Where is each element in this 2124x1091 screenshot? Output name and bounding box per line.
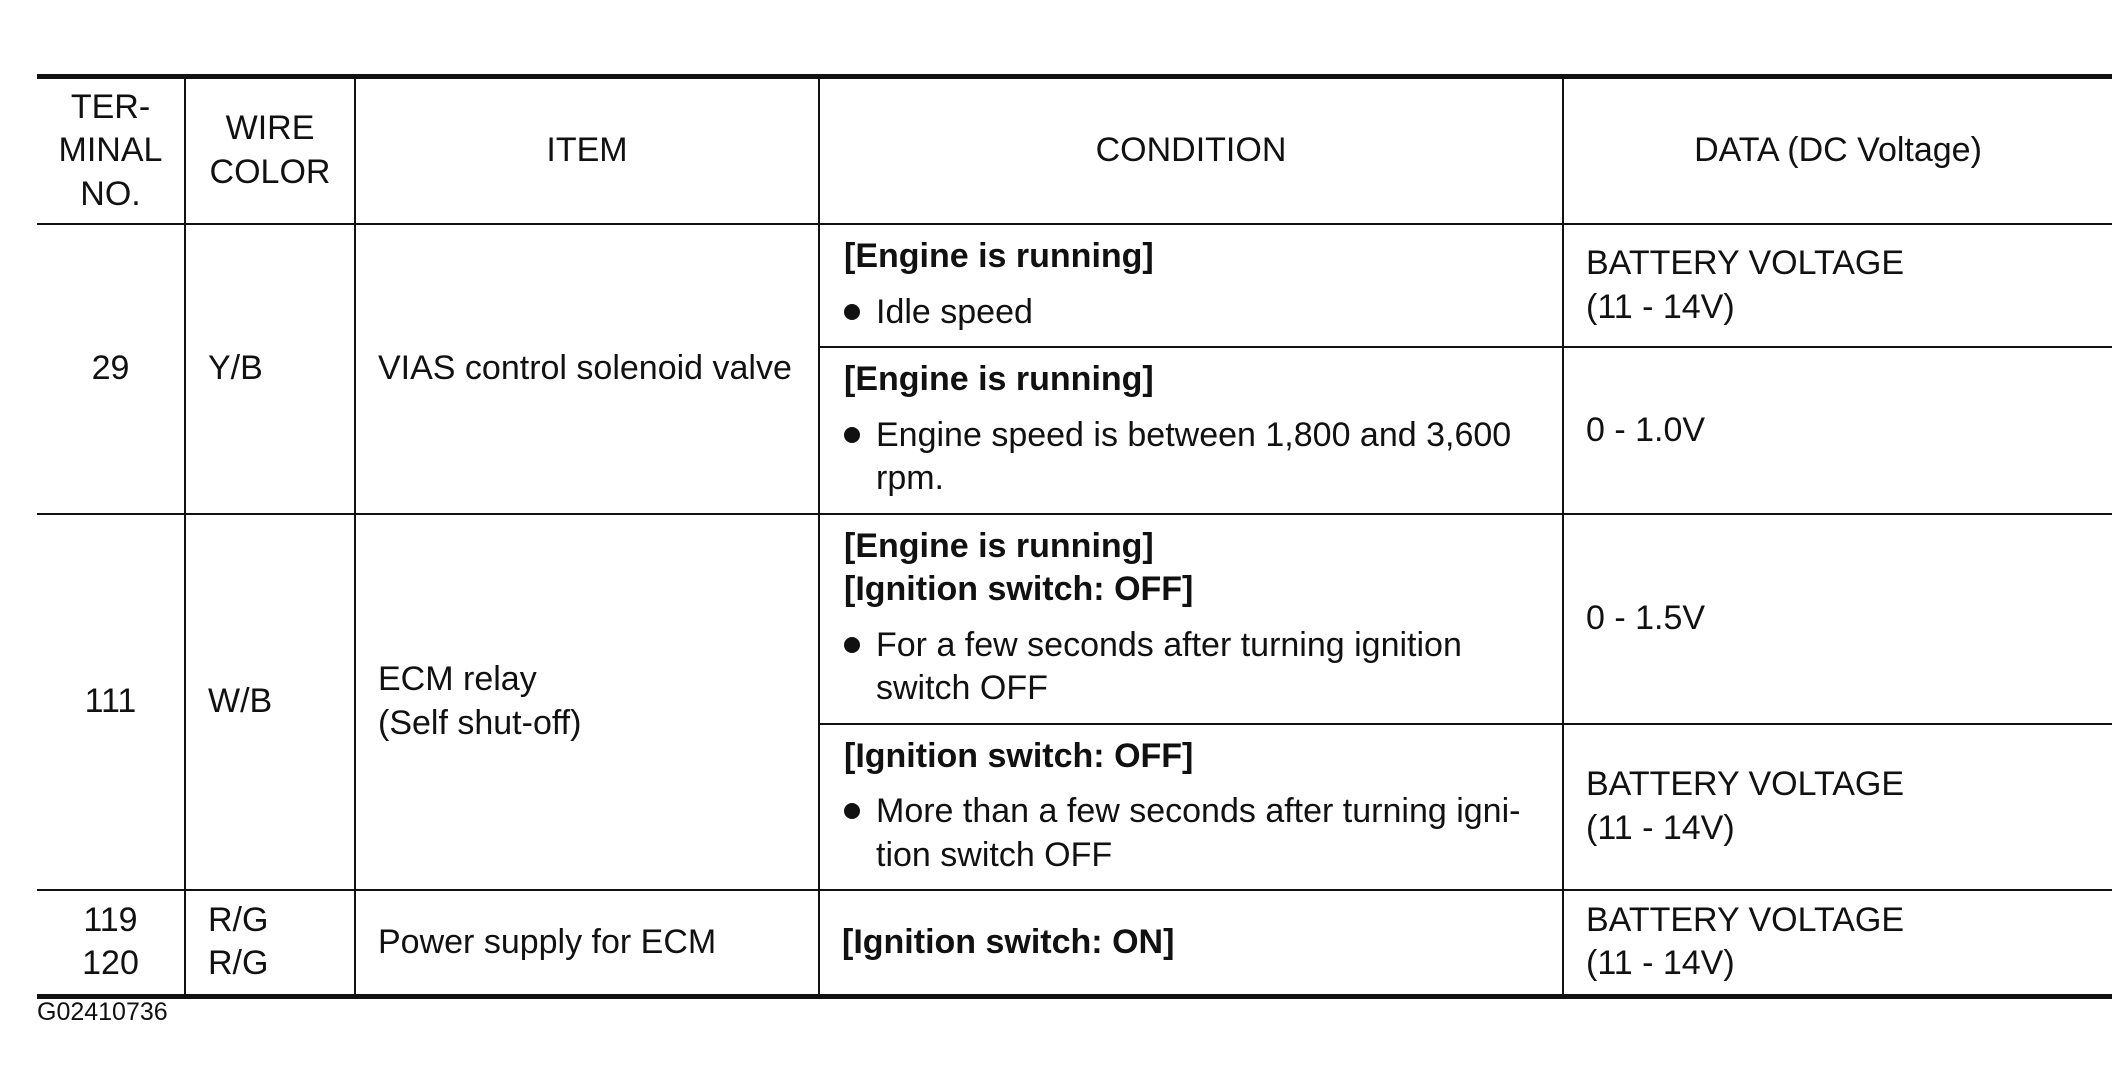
condition-cell [819, 514, 1563, 724]
terminal-no-cell: 119 120 [37, 890, 185, 996]
item-cell: ECM relay (Self shut-off) [355, 514, 819, 891]
condition-header: [Ignition switch: ON] [842, 922, 1175, 961]
condition-header: [Ignition switch: OFF] [844, 570, 1194, 609]
condition-header: [Ignition switch: OFF] [844, 736, 1194, 775]
wire-color-cell: Y/B [185, 224, 355, 514]
table-row [37, 224, 2112, 347]
data-cell: 0 - 1.5V [1563, 514, 2112, 724]
header-condition: CONDITION [819, 77, 1563, 225]
condition-header: [Engine is running] [844, 526, 1154, 565]
condition-cell [819, 224, 1563, 347]
header-row [37, 77, 2112, 225]
data-cell: BATTERY VOLTAGE (11 - 14V) [1563, 724, 2112, 891]
wire-color-cell: R/G R/G [185, 890, 355, 996]
ecm-terminal-table-container [37, 74, 2112, 999]
data-cell: 0 - 1.0V [1563, 347, 2112, 514]
condition-cell [819, 347, 1563, 514]
condition-cell [819, 890, 1563, 996]
ecm-terminal-table [37, 74, 2112, 999]
condition-header: [Engine is running] [844, 237, 1154, 275]
bullet-dot-icon [844, 427, 860, 443]
bullet-dot-icon [844, 304, 860, 320]
condition-bullet: For a few seconds after turning ignition switch OFF [844, 624, 1538, 711]
header-item: ITEM [355, 77, 819, 225]
table-row [37, 514, 2112, 724]
data-cell: BATTERY VOLTAGE (11 - 14V) [1563, 890, 2112, 996]
figure-id: G02410736 [37, 998, 168, 1026]
condition-bullet: Idle speed [844, 291, 1538, 335]
bullet-dot-icon [844, 803, 860, 819]
bullet-dot-icon [844, 637, 860, 653]
header-wire-color: WIRE COLOR [185, 77, 355, 225]
item-cell: VIAS control solenoid valve [355, 224, 819, 514]
table-row [37, 890, 2112, 996]
header-data: DATA (DC Voltage) [1563, 77, 2112, 225]
condition-cell [819, 724, 1563, 891]
terminal-no-cell: 111 [37, 514, 185, 891]
condition-bullet: Engine speed is between 1,800 and 3,600 rpm. [844, 414, 1538, 501]
header-terminal-no: TER- MINAL NO. [37, 77, 185, 225]
data-cell: BATTERY VOLTAGE (11 - 14V) [1563, 224, 2112, 347]
wire-color-cell: W/B [185, 514, 355, 891]
item-cell: Power supply for ECM [355, 890, 819, 996]
condition-bullet: More than a few seconds after turning igni-tion switch OFF [844, 790, 1538, 877]
condition-header: [Engine is running] [844, 360, 1154, 399]
terminal-no-cell: 29 [37, 224, 185, 514]
